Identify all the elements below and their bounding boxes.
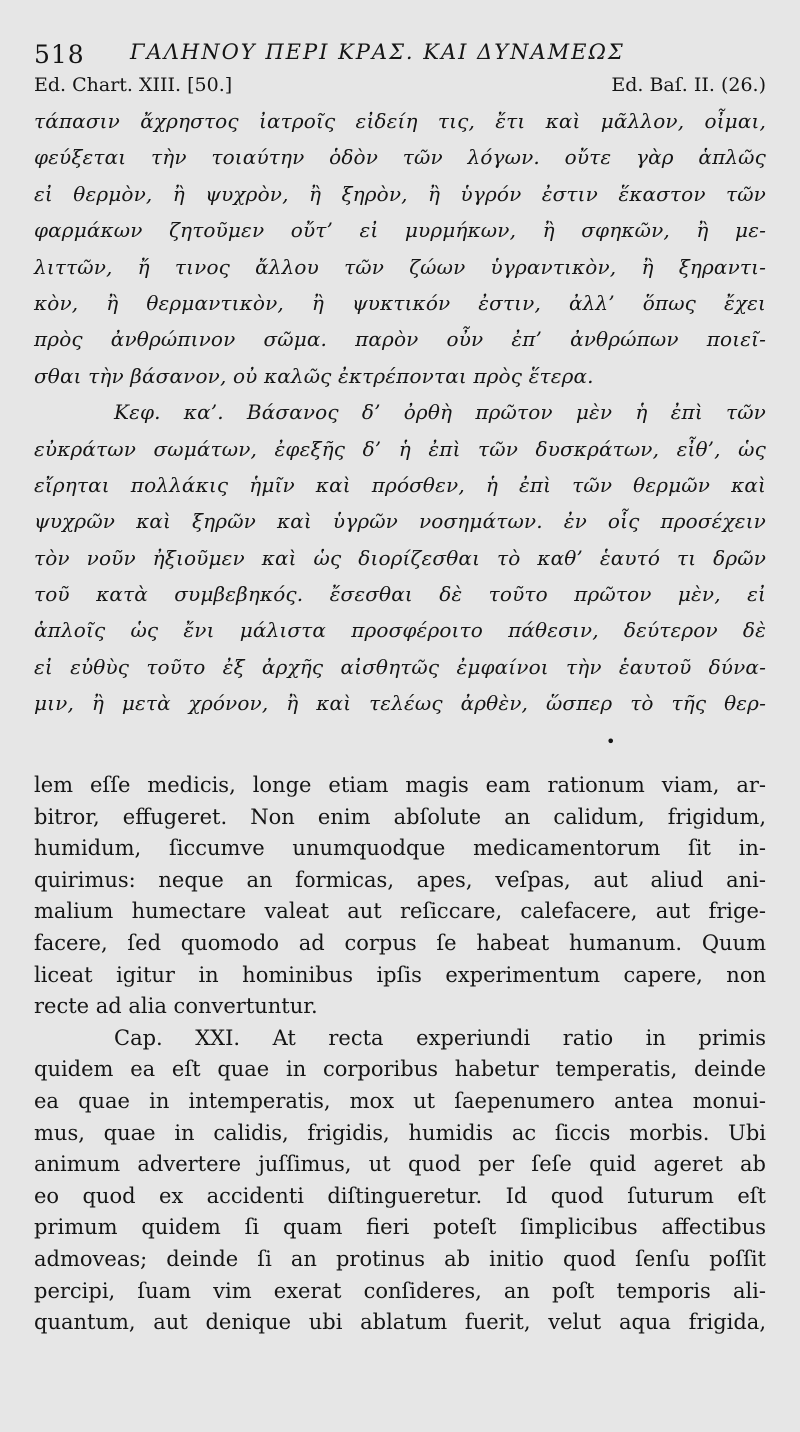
latin-line: lem eſſe medicis, longe etiam magis eam rationum viam, ar-	[34, 773, 766, 797]
greek-line: εἰ εὐθὺς τοῦτο ἐξ ἀρχῆς αἰσθητῶς ἐμφαίνοι τὴν ἑαυτοῦ δύνα-	[34, 654, 766, 679]
greek-line: σθαι τὴν βάσανον, οὐ καλῶς ἐκτρέπονται πρὸς ἕτερα.	[34, 363, 594, 388]
latin-line: humidum, ſiccumve unumquodque medicamentorum ſit in-	[34, 836, 766, 861]
greek-line: εὐκράτων σωμάτων, ἐφεξῆς δ’ ἡ ἐπὶ τῶν δυσκράτων, εἶθ’, ὡς	[34, 436, 766, 461]
latin-chapter-heading-line: Cap. XXI. At recta experiundi ratio in primis	[114, 1025, 766, 1050]
latin-line: bitror, effugeret. Non enim abſolute an calidum, frigidum,	[34, 804, 766, 829]
latin-line: mus, quae in calidis, frigidis, humidis ac ſiccis morbis. Ubi	[34, 1120, 766, 1145]
latin-line: quantum, aut denique ubi ablatum fuerit, velut aqua frigida,	[34, 1310, 766, 1335]
greek-line: φεύξεται τὴν τοιαύτην ὁδὸν τῶν λόγων. οὔτε γὰρ ἁπλῶς	[34, 145, 766, 170]
greek-line: κὸν, ἢ θερμαντικὸν, ἢ ψυκτικόν ἐστιν, ἀλλ’ ὅπως ἔχει	[34, 290, 766, 315]
latin-line: percipi, ſuam vim exerat conſideres, an poſt temporis ali-	[34, 1278, 766, 1303]
latin-line: ea quae in intemperatis, mox ut ſaepenumero antea monui-	[34, 1088, 766, 1113]
greek-line: τὸν νοῦν ἠξιοῦμεν καὶ ὡς διορίζεσθαι τὸ καθ’ ἑαυτό τι δρῶν	[34, 545, 766, 570]
greek-chapter-heading-line: Κεφ. κα’. Βάσανος δ’ ὀρθὴ πρῶτον μὲν ἡ ἐπὶ τῶν	[114, 400, 766, 425]
latin-line: animum advertere juſſimus, ut quod per ſeſe quid ageret ab	[34, 1152, 766, 1177]
edition-chartier-ref: Ed. Chart. XIII. [50.]	[34, 74, 233, 96]
latin-line: admoveas; deinde ſi an protinus ab initio quod ſenſu poſſit	[34, 1246, 766, 1271]
edition-line	[34, 74, 766, 102]
greek-text-block	[34, 103, 766, 722]
latin-line: facere, ſed quomodo ad corpus ſe habeat humanum. Quum	[34, 930, 766, 955]
greek-line: πρὸς ἀνθρώπινον σῶμα. παρὸν οὖν ἐπ’ ἀνθρώπων ποιεῖ-	[34, 327, 766, 352]
latin-line: quirimus: neque an formicas, apes, veſpas, aut aliud ani-	[34, 867, 766, 892]
latin-line: primum quidem ſi quam fieri poteſt ſimplicibus affectibus	[34, 1215, 766, 1240]
running-title: ΓΑΛΗΝΟΥ ΠΕΡΙ ΚΡΑΣ. ΚΑΙ ΔΥΝΑΜΕΩΣ	[130, 40, 625, 64]
page-number: 518	[34, 40, 85, 69]
stray-dot-mark: •	[606, 732, 616, 751]
greek-line: τοῦ κατὰ συμβεβηκός. ἔσεσθαι δὲ τοῦτο πρῶτον μὲν, εἰ	[34, 582, 766, 607]
latin-line: recte ad alia convertuntur.	[34, 994, 318, 1019]
greek-line: φαρμάκων ζητοῦμεν οὔτ’ εἰ μυρμήκων, ἢ σφηκῶν, ἢ με-	[34, 218, 766, 243]
edition-basel-ref: Ed. Baſ. II. (26.)	[611, 74, 766, 96]
latin-line: liceat igitur in hominibus ipſis experimentum capere, non	[34, 962, 766, 987]
greek-line: εἰ θερμὸν, ἢ ψυχρὸν, ἢ ξηρὸν, ἢ ὑγρόν ἐστιν ἕκαστον τῶν	[34, 181, 766, 206]
greek-line: λιττῶν, ἤ τινος ἄλλου τῶν ζώων ὑγραντικὸν, ἢ ξηραντι-	[34, 254, 766, 279]
page-header	[34, 34, 766, 74]
greek-line: μιν, ἢ μετὰ χρόνον, ἢ καὶ τελέως ἀρθὲν, ὥσπερ τὸ τῆς θερ-	[34, 691, 766, 716]
greek-line: ψυχρῶν καὶ ξηρῶν καὶ ὑγρῶν νοσημάτων. ἐν οἷς προσέχειν	[34, 509, 766, 534]
latin-line: malium humectare valeat aut reſiccare, calefacere, aut frige-	[34, 899, 766, 924]
latin-line: quidem ea eſt quae in corporibus habetur temperatis, deinde	[34, 1057, 766, 1082]
greek-line: τάπασιν ἄχρηστος ἰατροῖς εἰδείη τις, ἔτι καὶ μᾶλλον, οἶμαι,	[34, 109, 766, 133]
latin-text-block	[34, 770, 766, 1339]
latin-line: eo quod ex accidenti diſtingueretur. Id quod ſuturum eſt	[34, 1183, 766, 1208]
greek-line: ἁπλοῖς ὡς ἔνι μάλιστα προσφέροιτο πάθεσιν, δεύτερον δὲ	[34, 618, 766, 643]
greek-line: εἴρηται πολλάκις ἡμῖν καὶ πρόσθεν, ἡ ἐπὶ τῶν θερμῶν καὶ	[34, 472, 766, 497]
